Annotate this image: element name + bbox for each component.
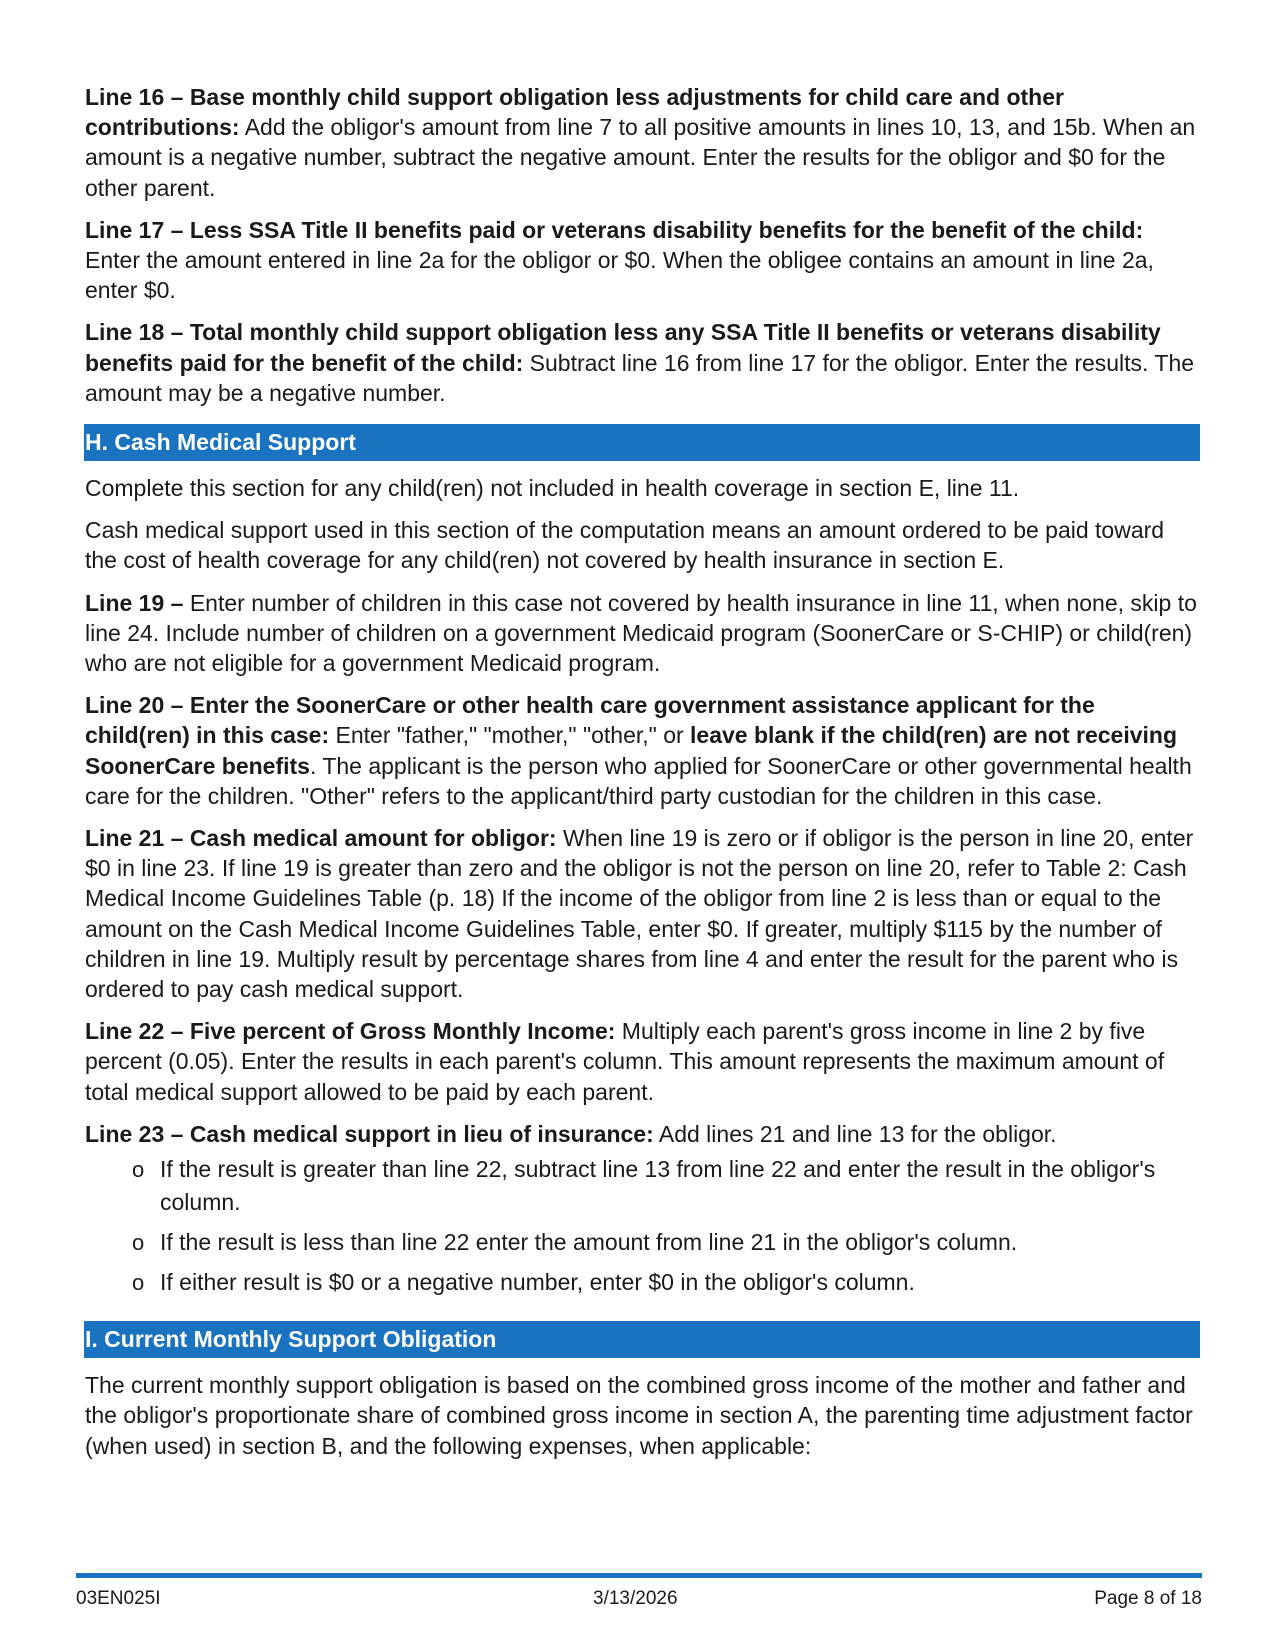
line-18-text: Subtract line 16 from line 17 for the obligor. Enter the results. The amount may be a negative number. [85,349,1195,406]
line-16-text: Add the obligor's amount from line 7 to all positive amounts in lines 10, 13, and 15b. When an amount is a negative number, subtract the negative amount. Enter the results for the obligor and $0 for the other parent. [85,114,1196,201]
line-22-heading: Line 22 – Five percent of Gross Monthly Income: [85,1018,616,1045]
list-item-text: If the result is greater than line 22, subtract line 13 from line 22 and enter the result in the obligor's column. [160,1156,1156,1216]
list-item-text: If either result is $0 or a negative number, enter $0 in the obligor's column. [160,1269,915,1296]
line-20-text-1: Enter "father," "mother," "other," or [329,722,691,749]
section-i-intro: The current monthly support obligation is based on the combined gross income of the mother and father and the obligor's proportionate share of combined gross income in section A, the parenting time adjustment factor (when used) in section B, and the following expenses, when applicable: [85,1372,1193,1459]
line-23-paragraph [85,1119,1200,1149]
line-16-heading: Line 16 – Base monthly child support obligation less adjustments for child care and other contributions: [85,84,1064,141]
footer-page-number: Page 8 of 18 [1094,1588,1202,1609]
line-22-text: Multiply each parent's gross income in line 2 by five percent (0.05). Enter the results in each parent's column. This amount represents the maximum amount of total medical support allowed to be paid by each parent. [85,1018,1165,1105]
line-20-text-2: . The applicant is the person who applied for SoonerCare or other governmental health care for the children. "Other" refers to the applicant/third party custodian for the children in this case. [85,752,1192,809]
line-20-heading: Line 20 – Enter the SoonerCare or other health care government assistance applicant for the child(ren) in this case: [85,692,1095,749]
line-20-emphasis: leave blank if the child(ren) are not receiving SoonerCare benefits [85,722,1178,779]
section-h-intro-2: Cash medical support used in this section of the computation means an amount ordered to be paid toward the cost of health coverage for any child(ren) not covered by health insurance in section E. [85,517,1165,574]
line-20-paragraph [85,690,1200,811]
bullet-icon: o [132,1157,145,1183]
line-23-heading: Line 23 – Cash medical support in lieu of insurance: [85,1120,654,1147]
footer-divider [76,1573,1202,1578]
line-23-bullet-list [85,1153,1200,1299]
line-21-text: When line 19 is zero or if obligor is the person in line 20, enter $0 in line 23. If line 19 is greater than zero and the obligor is not the person on line 20, refer to Table 2: Cash Medical Income Guidelines Table (p. 18) If the income of the obligor from line 2 is less than or equal to the amount on the Cash Medical Income Guidelines Table, enter $0. If greater, multiply $115 by the number of children in line 19. Multiply result by percentage shares from line 4 and enter the result for the parent who is ordered to pay cash medical support. [85,825,1194,1003]
line-16-paragraph [85,82,1200,203]
list-item-text: If the result is less than line 22 enter the amount from line 21 in the obligor's column. [160,1229,1018,1256]
line-18-heading: Line 18 – Total monthly child support obligation less any SSA Title II benefits or veterans disability benefits paid for the benefit of the child: [85,319,1161,376]
footer-date: 3/13/2026 [593,1588,678,1609]
footer-form-id: 03EN025I [76,1588,161,1609]
section-h-header [84,424,1200,461]
line-17-paragraph [85,215,1200,306]
line-19-heading: Line 19 – [85,589,184,616]
line-17-text: Enter the amount entered in line 2a for the obligor or $0. When the obligee contains an amount in line 2a, enter $0. [85,247,1154,304]
line-21-heading: Line 21 – Cash medical amount for obligor: [85,825,557,852]
list-item [85,1153,1200,1219]
page-content [85,82,1200,1473]
line-17-heading: Line 17 – Less SSA Title II benefits paid or veterans disability benefits for the benefit of the child: [85,216,1144,243]
list-item [85,1266,1200,1299]
section-i-header [84,1321,1200,1358]
line-22-paragraph [85,1016,1200,1107]
bullet-icon: o [132,1270,145,1296]
line-18-paragraph [85,317,1200,408]
section-h-intro-1: Complete this section for any child(ren) not included in health coverage in section E, line 11. [85,475,1020,502]
line-19-text: Enter number of children in this case not covered by health insurance in line 11, when none, skip to line 24. Include number of children on a government Medicaid program (SoonerCare or S-CHIP) or child(ren) who are not eligible for a government Medicaid program. [85,589,1197,677]
section-h-title: H. Cash Medical Support [85,429,356,456]
section-i-title: I. Current Monthly Support Obligation [85,1326,497,1353]
bullet-icon: o [132,1230,145,1256]
line-23-text: Add lines 21 and line 13 for the obligor. [653,1120,1057,1147]
list-item [85,1226,1200,1259]
line-19-paragraph [85,588,1200,679]
line-21-paragraph [85,823,1200,1004]
